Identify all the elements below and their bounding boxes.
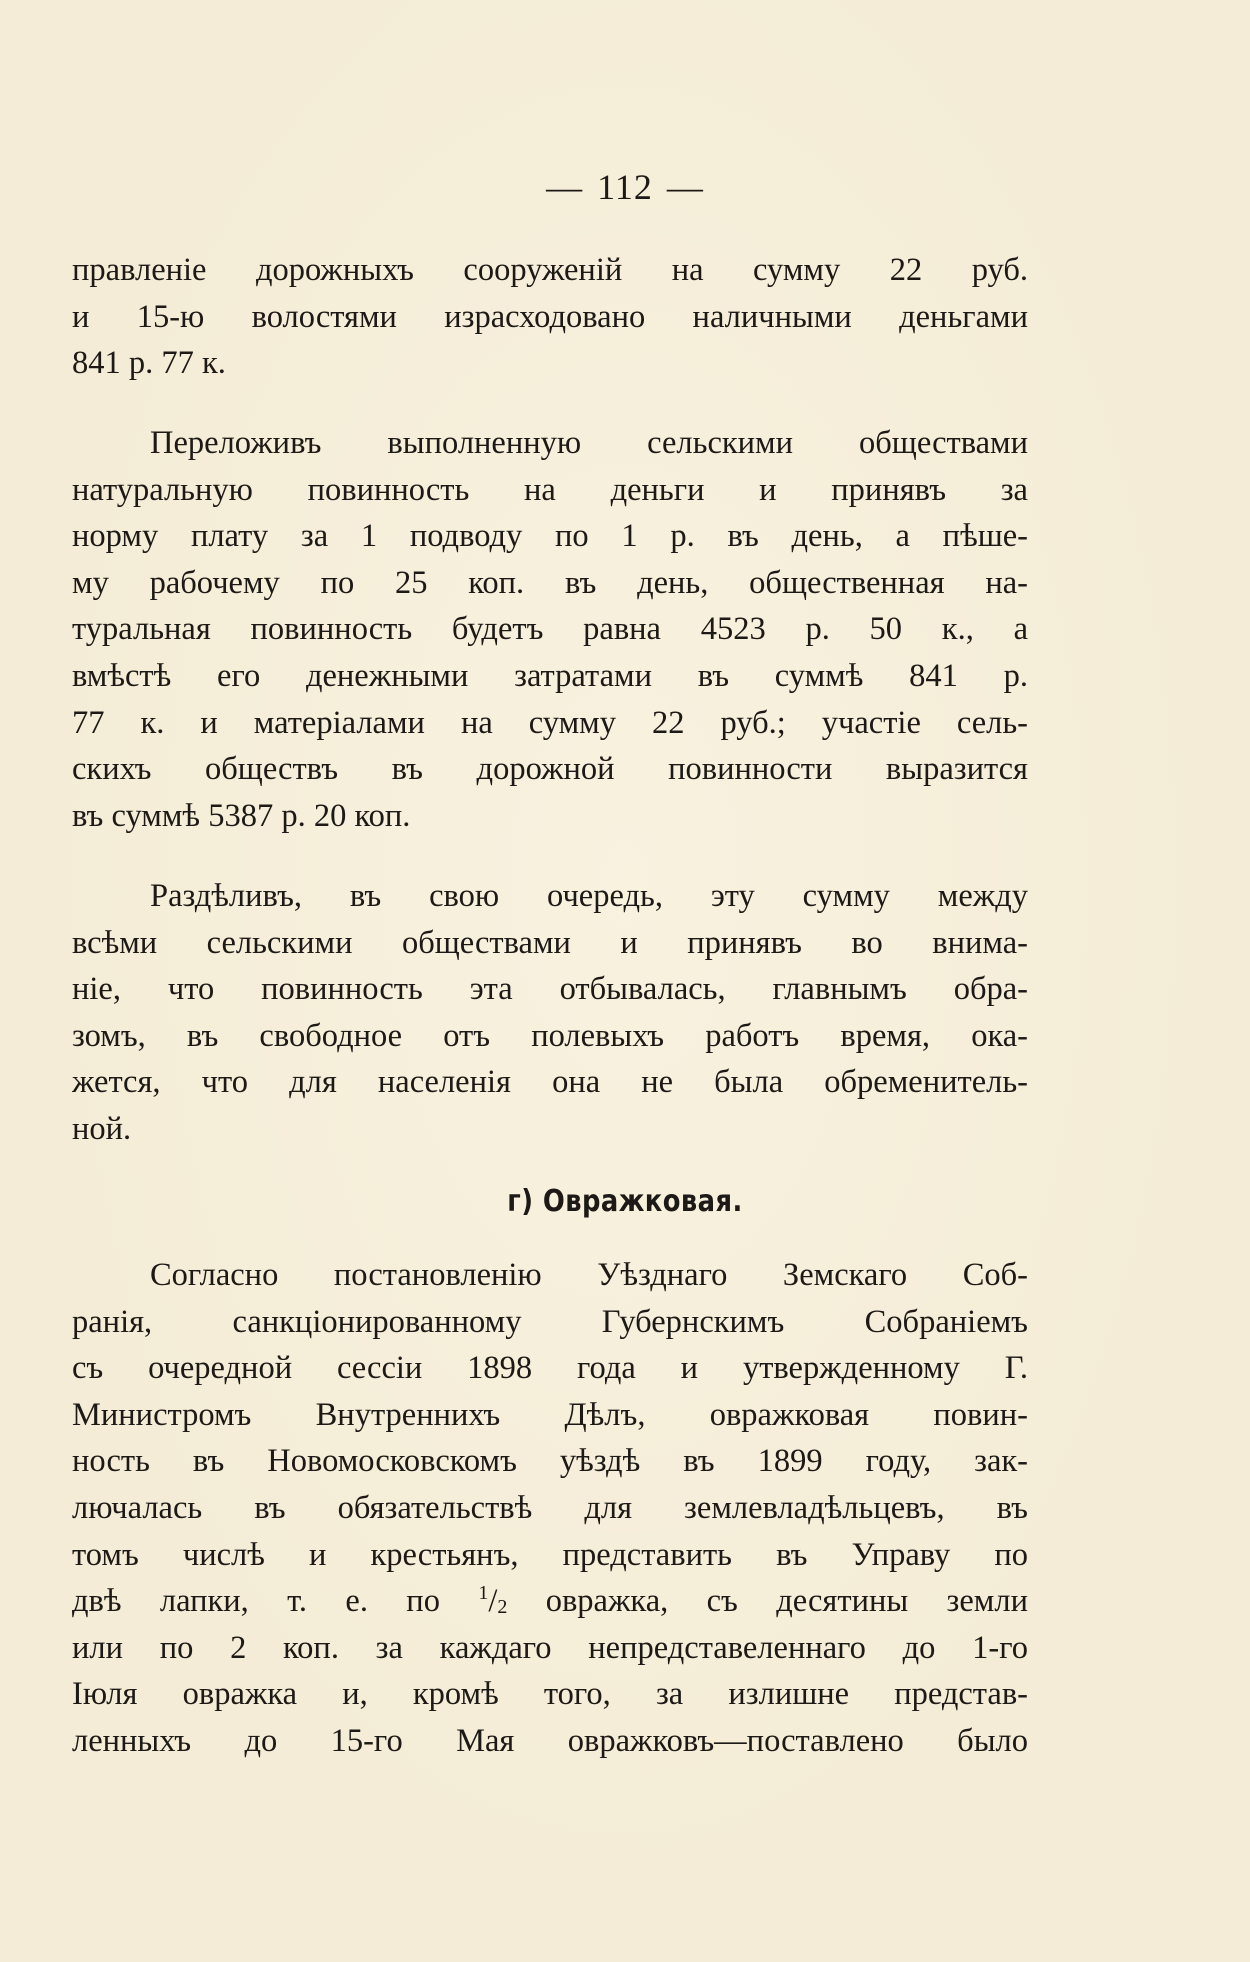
text-line: жется, что для населенія она не была обременитель- bbox=[72, 1064, 1028, 1101]
text-line: вмѣстѣ его денежными затратами въ суммѣ 841 р. bbox=[72, 657, 1028, 694]
text-line: въ суммѣ 5387 р. 20 коп. bbox=[72, 797, 411, 834]
text-line: ной. bbox=[72, 1110, 132, 1147]
text-line: му рабочему по 25 коп. въ день, общественная на- bbox=[72, 564, 1028, 601]
text-line: лючалась въ обязательствѣ для землевладѣльцевъ, въ bbox=[72, 1489, 1028, 1526]
text-line: ранія, санкціонированному Губернскимъ Собраніемъ bbox=[72, 1303, 1028, 1340]
text-line: ность въ Новомосковскомъ уѣздѣ въ 1899 году, зак- bbox=[72, 1443, 1028, 1480]
section-heading: г) Овражковая. bbox=[507, 1184, 743, 1219]
text-line: или по 2 коп. за каждаго непредставеленнаго до 1-го bbox=[72, 1629, 1028, 1666]
text-line: Переложивъ выполненную сельскими обществами bbox=[150, 425, 1028, 461]
fraction-slash: / bbox=[488, 1583, 498, 1620]
text-segment: двѣ лапки, т. е. по bbox=[72, 1583, 479, 1620]
text-line: ніе, что повинность эта отбывалась, главнымъ обра- bbox=[72, 971, 1028, 1008]
text-line: Раздѣливъ, въ свою очередь, эту сумму между bbox=[150, 878, 1028, 914]
text-line: зомъ, въ свободное отъ полевыхъ работъ время, ока- bbox=[72, 1017, 1028, 1054]
text-line: Министромъ Внутреннихъ Дѣлъ, овражковая повин- bbox=[72, 1396, 1028, 1433]
text-line-fraction bbox=[72, 1578, 1028, 1625]
text-line: ленныхъ до 15-го Мая овражковъ—поставлено было bbox=[72, 1722, 1028, 1759]
text-line: правленіе дорожныхъ сооруженій на сумму 22 руб. bbox=[72, 252, 1028, 288]
text-line: Согласно постановленію Уѣзднаго Земскаго Соб- bbox=[150, 1257, 1028, 1293]
paragraph-natural-duty bbox=[72, 420, 1028, 839]
text-line: натуральную повинность на деньги и принявъ за bbox=[72, 471, 1028, 508]
text-line: съ очередной сессіи 1898 года и утвержденному Г. bbox=[72, 1350, 1028, 1387]
text-line: и 15-ю волостями израсходовано наличными деньгами bbox=[72, 298, 1028, 335]
text-line: всѣми сельскими обществами и принявъ во внима- bbox=[72, 924, 1028, 961]
fraction-numerator: 1 bbox=[478, 1582, 489, 1605]
paragraph-distribution bbox=[72, 873, 1028, 1153]
fraction-denominator: 2 bbox=[497, 1596, 508, 1619]
paragraph-ravine-duty bbox=[72, 1252, 1028, 1765]
text-line: Іюля овражка и, кромѣ того, за излишне представ- bbox=[72, 1676, 1028, 1713]
paragraph-continuation bbox=[72, 247, 1028, 387]
text-line: томъ числѣ и крестьянъ, представить въ Управу по bbox=[72, 1536, 1028, 1573]
text-line: норму плату за 1 подводу по 1 р. въ день, а пѣше- bbox=[72, 518, 1028, 555]
text-line: скихъ обществъ въ дорожной повинности выразится bbox=[72, 751, 1028, 788]
text-line: 77 к. и матеріалами на сумму 22 руб.; участіе сель- bbox=[72, 704, 1028, 741]
text-line: 841 р. 77 к. bbox=[72, 345, 226, 382]
text-segment: овражка, съ десятины земли bbox=[507, 1583, 1028, 1620]
page-number: — 112 — bbox=[546, 167, 704, 207]
text-line: туральная повинность будетъ равна 4523 р. 50 к., а bbox=[72, 611, 1028, 648]
